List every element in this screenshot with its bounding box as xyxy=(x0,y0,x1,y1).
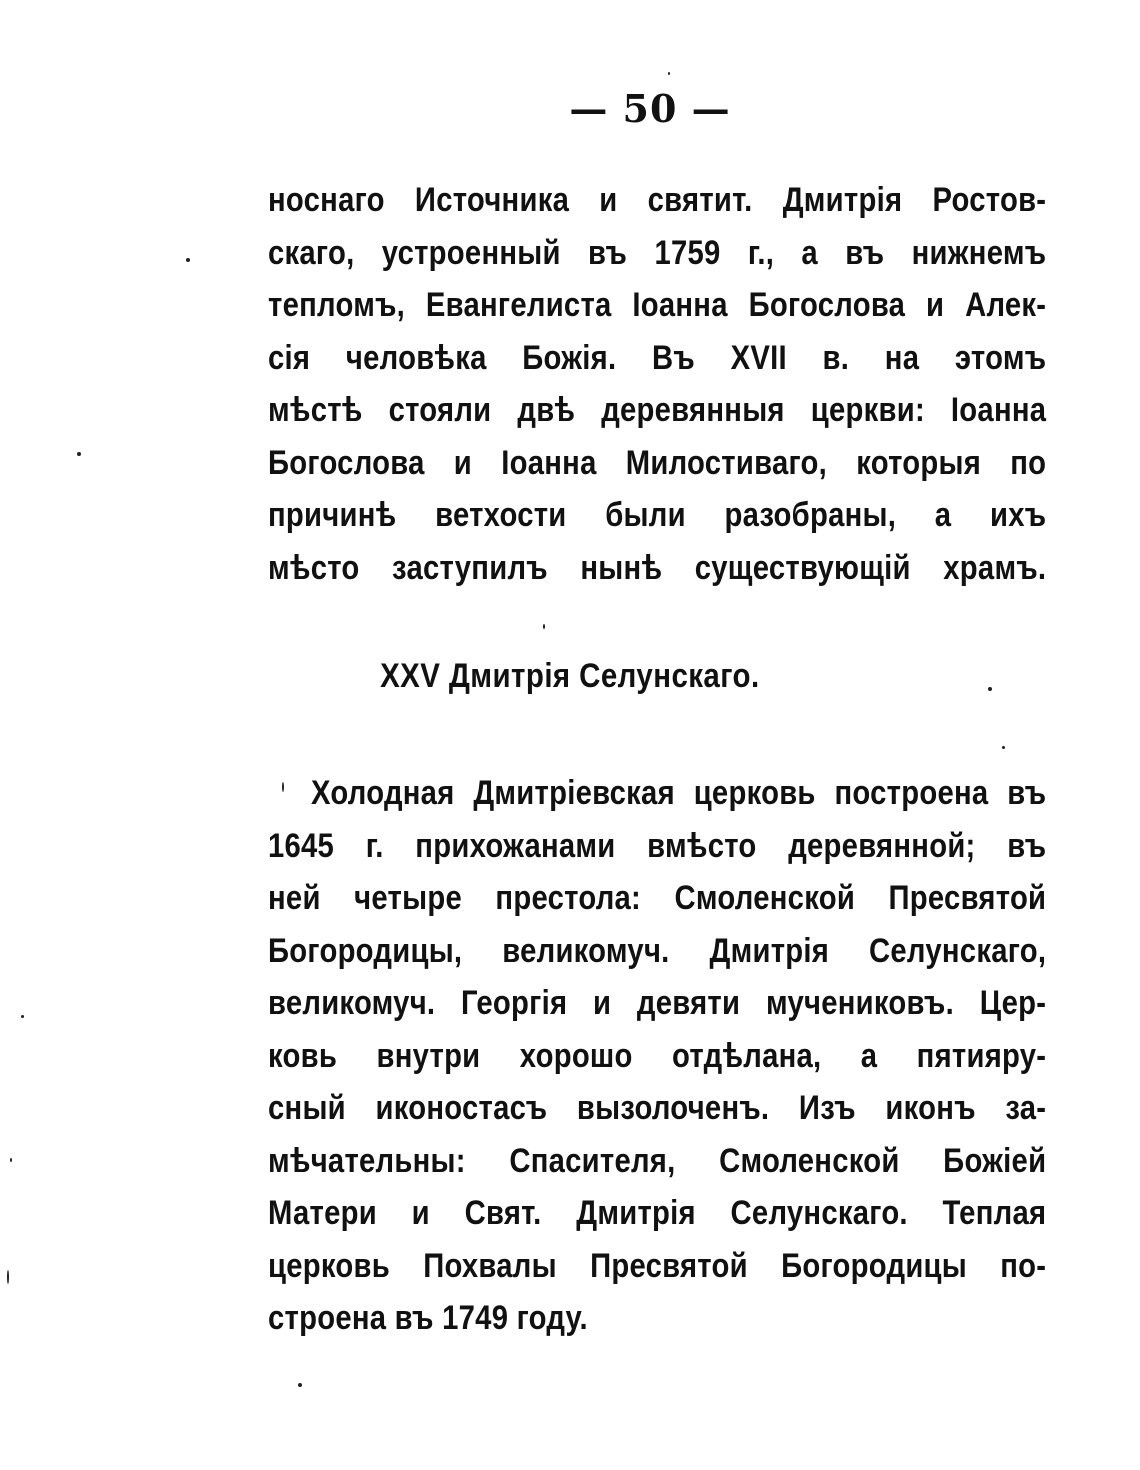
text-line: ковь внутри хорошо отдѣлана, а пятияру- xyxy=(268,1036,1047,1075)
paragraph-2 xyxy=(268,767,1046,1345)
scan-speck xyxy=(10,1158,12,1162)
text-line: тепломъ, Евангелиста Іоанна Богослова и Алек- xyxy=(268,286,1047,324)
text-line: мѣсто заступилъ нынѣ существующій храмъ. xyxy=(268,548,1047,587)
scan-speck xyxy=(298,1383,302,1387)
paragraph-1 xyxy=(268,174,1046,594)
scan-speck xyxy=(7,1270,9,1284)
text-line: великомуч. Георгія и девяти мучениковъ. Цер- xyxy=(268,984,1047,1022)
scan-speck xyxy=(543,624,545,629)
text-line: Холодная Дмитріевская церковь построена въ xyxy=(311,774,1047,812)
page-number: — 50 — xyxy=(569,86,731,131)
text-line: мѣчательны: Спасителя, Смоленской Божіей xyxy=(268,1141,1047,1180)
scan-speck xyxy=(21,1015,24,1018)
scan-speck xyxy=(1002,746,1005,749)
text-line: церковь Похвалы Пресвятой Богородицы по- xyxy=(268,1246,1047,1285)
text-line: причинѣ ветхости были разобраны, а ихъ xyxy=(268,496,1047,534)
text-line: скаго, устроенный въ 1759 г., а въ нижнемъ xyxy=(268,233,1047,272)
text-line: сный иконостасъ вызолоченъ. Изъ иконъ за- xyxy=(268,1089,1047,1127)
text-line: строена въ 1749 году. xyxy=(268,1299,588,1337)
scan-speck xyxy=(668,72,670,75)
scan-speck xyxy=(77,452,81,456)
section-heading: XXV Дмитрія Селунскаго. xyxy=(380,657,760,695)
text-line: ней четыре престола: Смоленской Пресвятой xyxy=(268,879,1047,917)
scan-speck xyxy=(186,258,190,262)
scan-speck xyxy=(282,782,284,792)
text-line: 1645 г. прихожанами вмѣсто деревянной; въ xyxy=(268,826,1047,865)
scan-speck xyxy=(988,687,992,691)
text-line: носнаго Источника и святит. Дмитрія Ростов- xyxy=(268,181,1047,219)
text-line: мѣстѣ стояли двѣ деревянныя церкви: Іоанна xyxy=(268,391,1047,429)
text-line: сія человѣка Божія. Въ XVII в. на этомъ xyxy=(268,338,1047,377)
text-line: Матери и Свят. Дмитрія Селунскаго. Теплая xyxy=(268,1194,1047,1232)
text-line: Богослова и Іоанна Милостиваго, которыя по xyxy=(268,443,1047,482)
text-line: Богородицы, великомуч. Дмитрія Селунскаго, xyxy=(268,931,1047,970)
